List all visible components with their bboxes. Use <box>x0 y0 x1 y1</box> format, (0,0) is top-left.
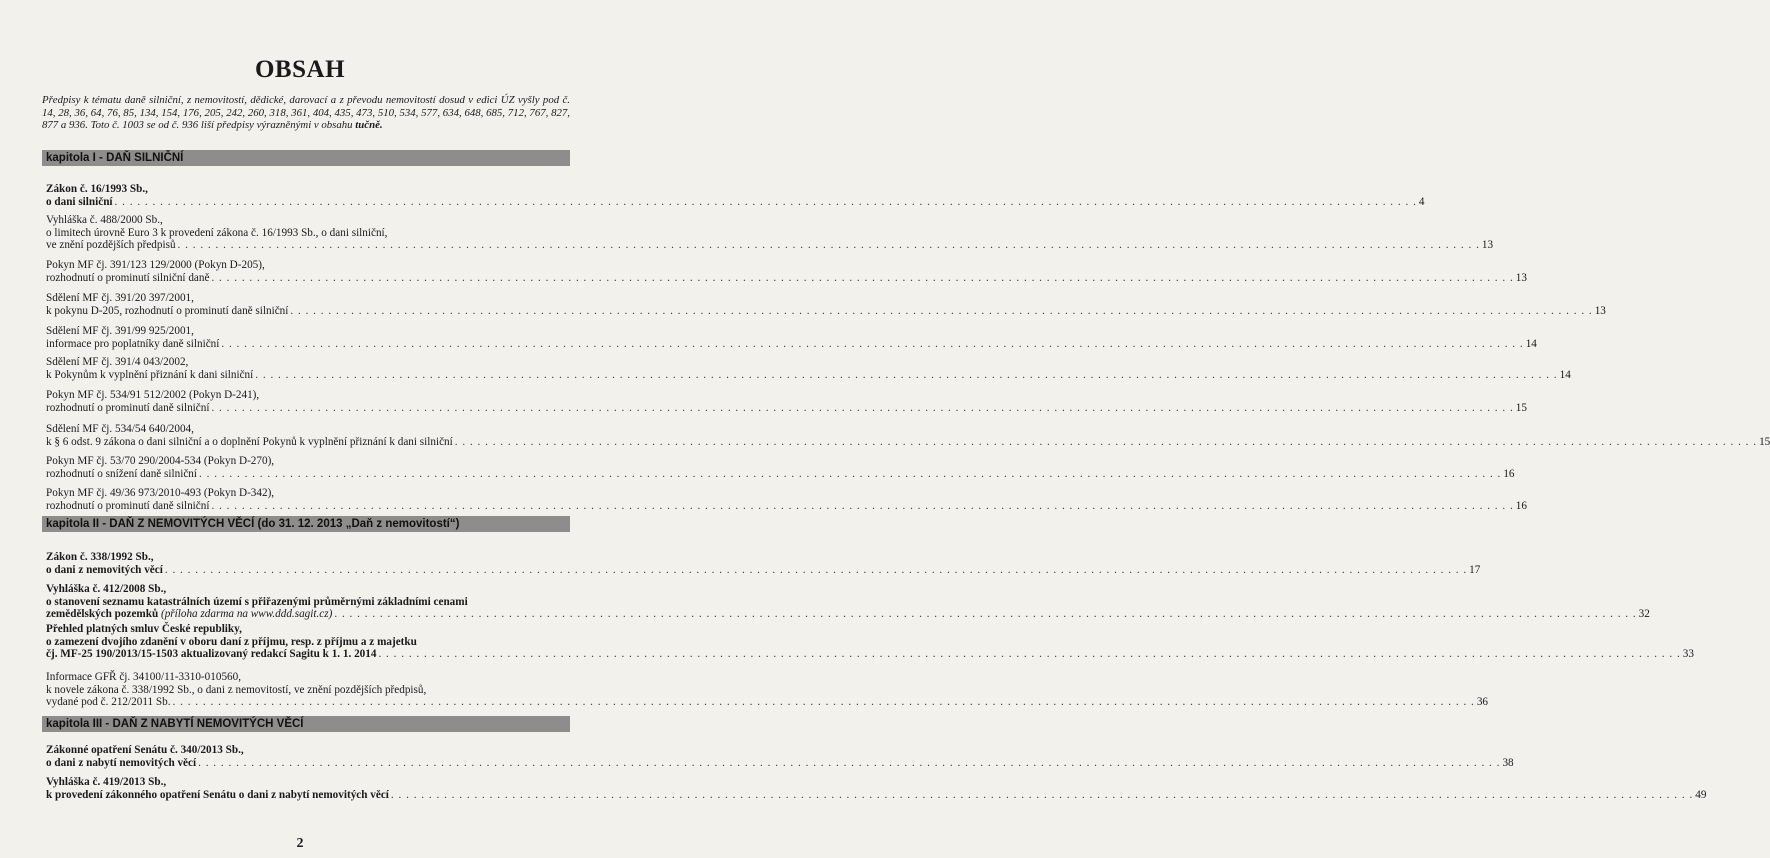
toc-entry[interactable] <box>46 623 1694 661</box>
toc-entry-line: Zákonné opatření Senátu č. 340/2013 Sb., <box>46 744 244 756</box>
toc-entry[interactable] <box>46 389 1527 414</box>
toc-entry-line: Sdělení MF čj. 391/99 925/2001, <box>46 325 194 337</box>
leader-dots: . . . . . . . . . . . . . . . . . . . . . . . . . . . . . . . . . . . . . . . . . . . . . . . . . . . . . . . . . . . . . . . . . . . . . . . . . . . . . . . . . . . . . . . . . . . . . . . . . . . . . . . . . . . . . . . . . . . . . . . . . . . . . . . . . . . . . . . . . . . . . . . . . . . . . . . . . . . . . . . . . . . . . . . . . . . . <box>334 608 1637 620</box>
toc-entry-line: o dani silniční <box>46 195 113 208</box>
leader-dots: . . . . . . . . . . . . . . . . . . . . . . . . . . . . . . . . . . . . . . . . . . . . . . . . . . . . . . . . . . . . . . . . . . . . . . . . . . . . . . . . . . . . . . . . . . . . . . . . . . . . . . . . . . . . . . . . . . . . . . . . . . . . . . . . . . . . . . . . . . . . . . . . . . . . . . . . . . . . . . . . . . . . . . . . . . . . <box>211 401 1514 414</box>
toc-entry[interactable] <box>46 325 1537 350</box>
toc-entry-line: k pokynu D-205, rozhodnutí o prominutí daně silniční <box>46 304 289 317</box>
toc-page-ref: 13 <box>1594 304 1606 317</box>
toc-page-ref: 14 <box>1559 368 1571 381</box>
toc-entry-line: Pokyn MF čj. 391/123 129/2000 (Pokyn D-205), <box>46 259 265 271</box>
toc-page-ref: 49 <box>1695 788 1707 801</box>
intro-emphasis: tučně. <box>355 119 383 131</box>
toc-entry-line: Sdělení MF čj. 391/20 397/2001, <box>46 292 194 304</box>
toc-entry-line: o stanovení seznamu katastrálních území s přiřazenými průměrnými základními cenami <box>46 595 468 608</box>
toc-entry[interactable] <box>46 214 1494 252</box>
toc-entry-line: k Pokynům k vyplnění přiznání k dani silniční <box>46 368 254 381</box>
toc-page-ref: 15 <box>1759 435 1770 448</box>
intro-text: Předpisy k tématu daně silniční, z nemovitostí, dědické, darovací a z převodu nemovitostí dosud v edici ÚZ vyšly pod č. 14, 28, 36, 64, 76, 85, 134, 154, 176, 205, 242, 260, 318, 361, 404, 435, 473, 510, 534, 577, 634, 648, 685, 712, 767, 827, 877 a 936. Toto č. 1003 se od č. 936 liší předpisy výrazněnými v obsahu <box>42 94 570 131</box>
toc-entry-line: Pokyn MF čj. 534/91 512/2002 (Pokyn D-241), <box>46 389 260 401</box>
toc-entry[interactable] <box>46 259 1527 284</box>
toc-entry-line: rozhodnutí o prominutí daně silniční <box>46 499 210 512</box>
leader-dots: . . . . . . . . . . . . . . . . . . . . . . . . . . . . . . . . . . . . . . . . . . . . . . . . . . . . . . . . . . . . . . . . . . . . . . . . . . . . . . . . . . . . . . . . . . . . . . . . . . . . . . . . . . . . . . . . . . . . . . . . . . . . . . . . . . . . . . . . . . . . . . . . . . . . . . . . . . . . . . . . . . . . . . . . . . . . <box>454 435 1758 448</box>
toc-entry[interactable] <box>46 292 1606 317</box>
leader-dots: . . . . . . . . . . . . . . . . . . . . . . . . . . . . . . . . . . . . . . . . . . . . . . . . . . . . . . . . . . . . . . . . . . . . . . . . . . . . . . . . . . . . . . . . . . . . . . . . . . . . . . . . . . . . . . . . . . . . . . . . . . . . . . . . . . . . . . . . . . . . . . . . . . . . . . . . . . . . . . . . . . . . . . . . . . . . <box>290 304 1593 317</box>
toc-entry[interactable] <box>46 776 1707 801</box>
toc-entry-line: Přehled platných smluv České republiky, <box>46 623 242 635</box>
leader-dots: . . . . . . . . . . . . . . . . . . . . . . . . . . . . . . . . . . . . . . . . . . . . . . . . . . . . . . . . . . . . . . . . . . . . . . . . . . . . . . . . . . . . . . . . . . . . . . . . . . . . . . . . . . . . . . . . . . . . . . . . . . . . . . . . . . . . . . . . . . . . . . . . . . . . . . . . . . . . . . . . . . . . . . . . . . . . <box>255 368 1558 381</box>
leader-dots: . . . . . . . . . . . . . . . . . . . . . . . . . . . . . . . . . . . . . . . . . . . . . . . . . . . . . . . . . . . . . . . . . . . . . . . . . . . . . . . . . . . . . . . . . . . . . . . . . . . . . . . . . . . . . . . . . . . . . . . . . . . . . . . . . . . . . . . . . . . . . . . . . . . . . . . . . . . . . . . . . . . . . . . . . . . . <box>221 337 1524 350</box>
toc-entry-line: rozhodnutí o prominutí silniční daně <box>46 271 210 284</box>
toc-page-ref: 36 <box>1476 696 1489 708</box>
toc-entry-line: Vyhláška č. 488/2000 Sb., <box>46 214 163 226</box>
leader-dots: . . . . . . . . . . . . . . . . . . . . . . . . . . . . . . . . . . . . . . . . . . . . . . . . . . . . . . . . . . . . . . . . . . . . . . . . . . . . . . . . . . . . . . . . . . . . . . . . . . . . . . . . . . . . . . . . . . . . . . . . . . . . . . . . . . . . . . . . . . . . . . . . . . . . . . . . . . . . . . . . . . . . . . . . . . . . <box>164 563 1468 576</box>
toc-entry-line: k provedení zákonného opatření Senátu o dani z nabytí nemovitých věcí <box>46 788 389 801</box>
chapter-heading: kapitola II - DAŇ Z NEMOVITÝCH VĚCÍ (do 31. 12. 2013 „Daň z nemovitostí“) <box>42 516 570 532</box>
leader-dots: . . . . . . . . . . . . . . . . . . . . . . . . . . . . . . . . . . . . . . . . . . . . . . . . . . . . . . . . . . . . . . . . . . . . . . . . . . . . . . . . . . . . . . . . . . . . . . . . . . . . . . . . . . . . . . . . . . . . . . . . . . . . . . . . . . . . . . . . . . . . . . . . . . . . . . . . . . . . . . . . . . . . . . . . . . . . <box>378 648 1681 660</box>
leader-dots: . . . . . . . . . . . . . . . . . . . . . . . . . . . . . . . . . . . . . . . . . . . . . . . . . . . . . . . . . . . . . . . . . . . . . . . . . . . . . . . . . . . . . . . . . . . . . . . . . . . . . . . . . . . . . . . . . . . . . . . . . . . . . . . . . . . . . . . . . . . . . . . . . . . . . . . . . . . . . . . . . . . . . . . . . . . . <box>390 788 1694 801</box>
toc-entry-line: Informace GFŘ čj. 34100/11-3310-010560, <box>46 671 242 683</box>
page-number: 2 <box>296 836 304 851</box>
toc-entry-line: k § 6 odst. 9 zákona o dani silniční a o doplnění Pokynů k vyplnění přiznání k dani silniční <box>46 435 453 448</box>
toc-entry-line: Vyhláška č. 419/2013 Sb., <box>46 776 167 788</box>
toc-page-ref: 4 <box>1418 195 1425 208</box>
toc-page-ref: 14 <box>1525 337 1537 350</box>
toc-entry-line: Sdělení MF čj. 534/54 640/2004, <box>46 423 194 435</box>
page-title: OBSAH <box>254 56 346 83</box>
toc-entry-line: Vyhláška č. 412/2008 Sb., <box>46 583 167 595</box>
intro-paragraph <box>42 94 570 132</box>
toc-entry[interactable] <box>46 583 1650 621</box>
toc-entry-line: o limitech úrovně Euro 3 k provedení zákona č. 16/1993 Sb., o dani silniční, <box>46 226 388 239</box>
toc-entry-line: rozhodnutí o snížení daně silniční <box>46 467 197 480</box>
toc-page-ref: 33 <box>1682 648 1694 660</box>
toc-page-ref: 38 <box>1502 756 1514 769</box>
chapter-heading: kapitola I - DAŇ SILNIČNÍ <box>42 150 570 166</box>
toc-page-ref: 17 <box>1469 563 1481 576</box>
toc-entry-line: Zákon č. 16/1993 Sb., <box>46 183 148 195</box>
toc-entry-line: k novele zákona č. 338/1992 Sb., o dani z nemovitostí, ve znění pozdějších předpisů, <box>46 683 427 696</box>
leader-dots: . . . . . . . . . . . . . . . . . . . . . . . . . . . . . . . . . . . . . . . . . . . . . . . . . . . . . . . . . . . . . . . . . . . . . . . . . . . . . . . . . . . . . . . . . . . . . . . . . . . . . . . . . . . . . . . . . . . . . . . . . . . . . . . . . . . . . . . . . . . . . . . . . . . . . . . . . . . . . . . . . . . . . . . . . . . . <box>177 239 1480 251</box>
leader-dots: . . . . . . . . . . . . . . . . . . . . . . . . . . . . . . . . . . . . . . . . . . . . . . . . . . . . . . . . . . . . . . . . . . . . . . . . . . . . . . . . . . . . . . . . . . . . . . . . . . . . . . . . . . . . . . . . . . . . . . . . . . . . . . . . . . . . . . . . . . . . . . . . . . . . . . . . . . . . . . . . . . . . . . . . . . . . <box>114 195 1417 208</box>
toc-page-ref: 13 <box>1515 271 1527 284</box>
toc-entry-line: rozhodnutí o prominutí daně silniční <box>46 401 210 414</box>
toc-entry-note: (příloha zdarma na www.ddd.sagit.cz) <box>160 608 333 620</box>
toc-entry-line: vydané pod č. 212/2011 Sb. <box>46 696 171 708</box>
toc-page-ref: 15 <box>1515 401 1527 414</box>
toc-page-ref: 16 <box>1503 467 1515 480</box>
toc-entry-line: o dani z nemovitých věcí <box>46 563 163 576</box>
toc-entry[interactable] <box>46 551 1481 576</box>
toc-entry-line: Zákon č. 338/1992 Sb., <box>46 551 154 563</box>
leader-dots: . . . . . . . . . . . . . . . . . . . . . . . . . . . . . . . . . . . . . . . . . . . . . . . . . . . . . . . . . . . . . . . . . . . . . . . . . . . . . . . . . . . . . . . . . . . . . . . . . . . . . . . . . . . . . . . . . . . . . . . . . . . . . . . . . . . . . . . . . . . . . . . . . . . . . . . . . . . . . . . . . . . . . . . . . . . . <box>198 756 1501 769</box>
toc-entry-line: Pokyn MF čj. 53/70 290/2004-534 (Pokyn D-270), <box>46 455 275 467</box>
toc-entry-line: čj. MF-25 190/2013/15-1503 aktualizovaný redakcí Sagitu k 1. 1. 2014 <box>46 648 377 660</box>
toc-entry[interactable] <box>46 671 1489 709</box>
toc-entry[interactable] <box>46 744 1514 769</box>
toc-entry-line: informace pro poplatníky daně silniční <box>46 337 220 350</box>
leader-dots: . . . . . . . . . . . . . . . . . . . . . . . . . . . . . . . . . . . . . . . . . . . . . . . . . . . . . . . . . . . . . . . . . . . . . . . . . . . . . . . . . . . . . . . . . . . . . . . . . . . . . . . . . . . . . . . . . . . . . . . . . . . . . . . . . . . . . . . . . . . . . . . . . . . . . . . . . . . . . . . . . . . . . . . . . . . . <box>172 696 1475 708</box>
toc-entry-line: Sdělení MF čj. 391/4 043/2002, <box>46 356 189 368</box>
toc-page-ref: 13 <box>1481 239 1494 251</box>
toc-entry[interactable] <box>46 356 1571 381</box>
toc-entry[interactable] <box>46 183 1425 208</box>
leader-dots: . . . . . . . . . . . . . . . . . . . . . . . . . . . . . . . . . . . . . . . . . . . . . . . . . . . . . . . . . . . . . . . . . . . . . . . . . . . . . . . . . . . . . . . . . . . . . . . . . . . . . . . . . . . . . . . . . . . . . . . . . . . . . . . . . . . . . . . . . . . . . . . . . . . . . . . . . . . . . . . . . . . . . . . . . . . . <box>211 499 1514 512</box>
toc-entry[interactable] <box>46 455 1515 480</box>
toc-entry[interactable] <box>46 423 1770 448</box>
toc-page-ref: 16 <box>1515 499 1527 512</box>
leader-dots: . . . . . . . . . . . . . . . . . . . . . . . . . . . . . . . . . . . . . . . . . . . . . . . . . . . . . . . . . . . . . . . . . . . . . . . . . . . . . . . . . . . . . . . . . . . . . . . . . . . . . . . . . . . . . . . . . . . . . . . . . . . . . . . . . . . . . . . . . . . . . . . . . . . . . . . . . . . . . . . . . . . . . . . . . . . . <box>199 467 1502 480</box>
toc-entry-line: zemědělských pozemků <box>46 608 159 620</box>
toc-entry[interactable] <box>46 487 1527 512</box>
leader-dots: . . . . . . . . . . . . . . . . . . . . . . . . . . . . . . . . . . . . . . . . . . . . . . . . . . . . . . . . . . . . . . . . . . . . . . . . . . . . . . . . . . . . . . . . . . . . . . . . . . . . . . . . . . . . . . . . . . . . . . . . . . . . . . . . . . . . . . . . . . . . . . . . . . . . . . . . . . . . . . . . . . . . . . . . . . . . <box>211 271 1514 284</box>
toc-entry-line: o dani z nabytí nemovitých věcí <box>46 756 197 769</box>
toc-entry-line: o zamezení dvojího zdanění v oboru daní z příjmu, resp. z příjmu a z majetku <box>46 635 417 648</box>
toc-entry-line: Pokyn MF čj. 49/36 973/2010-493 (Pokyn D-342), <box>46 487 275 499</box>
chapter-heading: kapitola III - DAŇ Z NABYTÍ NEMOVITÝCH VĚCÍ <box>42 716 570 732</box>
toc-entry-line: ve znění pozdějších předpisů <box>46 239 176 251</box>
toc-page-ref: 32 <box>1638 608 1650 620</box>
